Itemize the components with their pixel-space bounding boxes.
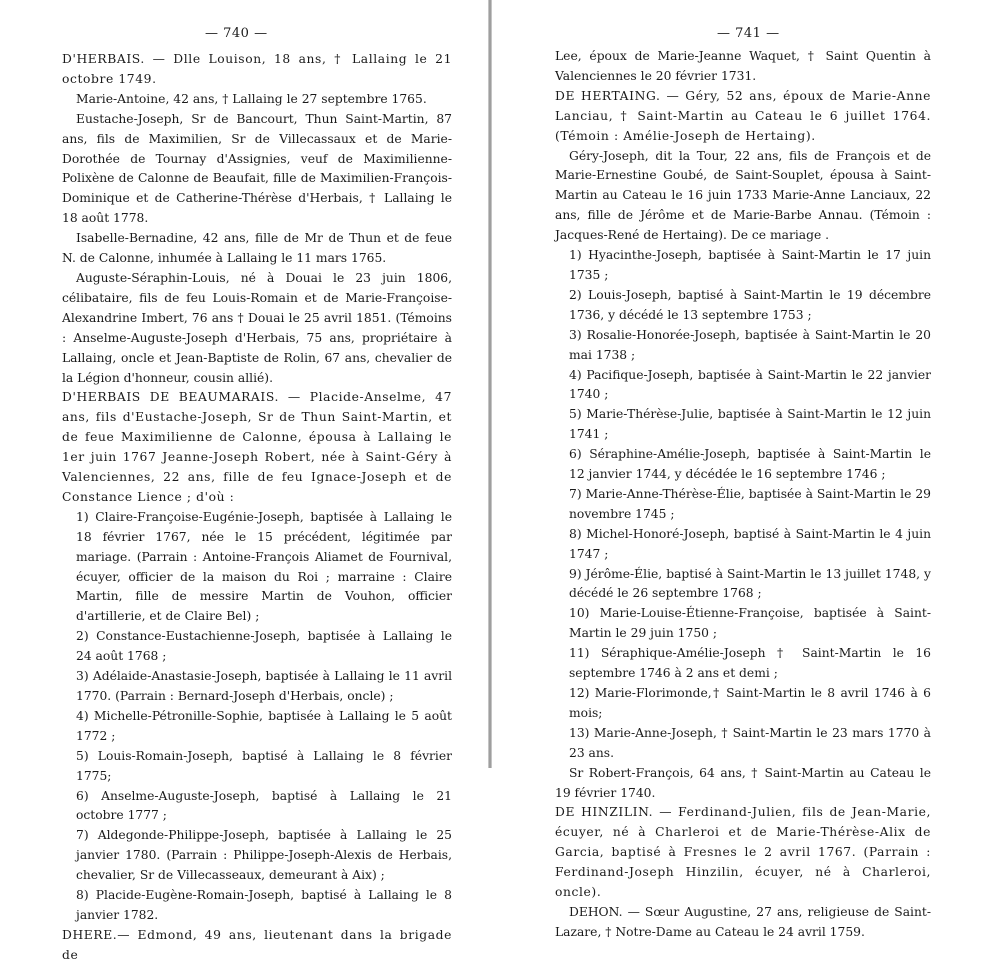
right-page-text (555, 47, 931, 943)
page-number-right: — 741 — (717, 26, 780, 41)
left-page (0, 0, 490, 962)
entry-paragraph: Lee, époux de Marie-Jeanne Waquet, † Saint Quentin à Valenciennes le 20 février 1731. (555, 49, 931, 83)
entry-paragraph: Marie-Antoine, 42 ans, † Lallaing le 27 septembre 1765. (76, 91, 427, 106)
entry-dhere-heading: DHERE.— Edmond, 49 ans, lieutenant dans la brigade de (62, 927, 452, 962)
child-item: 5) Louis-Romain-Joseph, baptisé à Lallaing le 8 février 1775; (76, 748, 452, 783)
child-item: 12) Marie-Florimonde,† Saint-Martin le 8 avril 1746 à 6 mois; (569, 686, 931, 720)
child-item: 13) Marie-Anne-Joseph, † Saint-Martin le 23 mars 1770 à 23 ans. (569, 725, 931, 760)
entry-dehon-heading: DEHON. — Sœur Augustine, 27 ans, religieuse de Saint-Lazare, † Notre-Dame au Cateau le 24 avril 1759. (555, 904, 931, 939)
entry-paragraph: Auguste-Séraphin-Louis, né à Douai le 23 juin 1806, célibataire, fils de feu Louis-Romain et de Marie-Françoise-Alexandrine Imbert, 76 ans † Douai le 25 avril 1851. (Témoins : Anselme-Auguste-Joseph d'Herbais, 75 ans, propriétaire à Lallaing, oncle et Jean-Baptiste de Rolin, 67 ans, chevalier de la Légion d'honneur, cousin allié). (62, 270, 452, 385)
child-item: 8) Placide-Eugène-Romain-Joseph, baptisé à Lallaing le 8 janvier 1782. (76, 888, 452, 922)
child-item: 4) Pacifique-Joseph, baptisée à Saint-Martin le 22 janvier 1740 ; (569, 367, 931, 402)
child-item: 1) Hyacinthe-Joseph, baptisée à Saint-Martin le 17 juin 1735 ; (569, 248, 931, 282)
left-page-text (62, 50, 452, 966)
child-item: 9) Jérôme-Élie, baptisé à Saint-Martin le 13 juillet 1748, y décédé le 26 septembre 1768 ; (569, 566, 931, 601)
entry-paragraph: Eustache-Joseph, Sr de Bancourt, Thun Saint-Martin, 87 ans, fils de Maximilien, Sr de Villecassaux et de Marie-Dorothée de Tournay d'Assignies, veuf de Maximilienne-Polixène de Calonne de Beaufait, fille de Maximilien-François-Dominique et de Catherine-Thérèse d'Herbais, † Lallaing le 18 août 1778. (62, 111, 452, 226)
child-item: 3) Adélaide-Anastasie-Joseph, baptisée à Lallaing le 11 avril 1770. (Parrain : Bernard-Joseph d'Herbais, oncle) ; (76, 669, 452, 703)
child-item: 11) Séraphique-Amélie-Joseph † Saint-Martin le 16 septembre 1746 à 2 ans et demi ; (569, 646, 931, 681)
child-item: 8) Michel-Honoré-Joseph, baptisé à Saint-Martin le 4 juin 1747 ; (569, 526, 931, 561)
right-page (492, 0, 981, 939)
entry-dherbais-heading: D'HERBAIS. — Dlle Louison, 18 ans, † Lallaing le 21 octobre 1749. (62, 52, 452, 86)
child-item: 6) Séraphine-Amélie-Joseph, baptisée à Saint-Martin le 12 janvier 1744, y décédée le 16 septembre 1746 ; (569, 447, 931, 482)
child-item: 2) Constance-Eustachienne-Joseph, baptisée à Lallaing le 24 août 1768 ; (76, 629, 452, 664)
child-item: 5) Marie-Thérèse-Julie, baptisée à Saint-Martin le 12 juin 1741 ; (569, 407, 931, 442)
child-item: 4) Michelle-Pétronille-Sophie, baptisée à Lallaing le 5 août 1772 ; (76, 708, 452, 743)
entry-paragraph: Sr Robert-François, 64 ans, † Saint-Martin au Cateau le 19 février 1740. (555, 765, 931, 800)
child-item: 3) Rosalie-Honorée-Joseph, baptisée à Saint-Martin le 20 mai 1738 ; (569, 327, 931, 362)
child-item: 7) Aldegonde-Philippe-Joseph, baptisée à Lallaing le 25 janvier 1780. (Parrain : Philippe-Joseph-Alexis de Herbais, chevalier, Sr de Villecasseaux, demeurant à Aix) ; (76, 828, 452, 883)
entry-paragraph: Géry-Joseph, dit la Tour, 22 ans, fils de François et de Marie-Ernestine Goubé, de Saint-Souplet, épousa à Saint-Martin au Cateau le 16 juin 1733 Marie-Anne Lanciaux, 22 ans, fille de Jérôme et de Marie-Barbe Annau. (Témoin : Jacques-René de Hertaing). De ce mariage . (555, 148, 931, 243)
child-item: 10) Marie-Louise-Étienne-Françoise, baptisée à Saint-Martin le 29 juin 1750 ; (569, 606, 931, 641)
entry-beaumarais-heading: D'HERBAIS DE BEAUMARAIS. — Placide-Anselme, 47 ans, fils d'Eustache-Joseph, Sr de Thun Saint-Martin, et de feue Maximilienne de Calonne, épousa à Lallaing le 1er juin 1767 Jeanne-Joseph Robert, née à Saint-Géry à Valenciennes, 22 ans, fille de feu Ignace-Joseph et de Constance Lience ; d'où : (62, 390, 452, 504)
entry-hinzilin-heading: DE HINZILIN. — Ferdinand-Julien, fils de Jean-Marie, écuyer, né à Charleroi et de Marie-Thérèse-Alix de Garcia, baptisé à Fresnes le 2 avril 1767. (Parrain : Ferdinand-Joseph Hinzilin, écuyer, né à Charleroi, oncle). (555, 805, 931, 900)
entry-hertaing-heading: DE HERTAING. — Géry, 52 ans, époux de Marie-Anne Lanciau, † Saint-Martin au Cateau le 6 juillet 1764. (Témoin : Amélie-Joseph de Hertaing). (555, 88, 931, 143)
child-item: 7) Marie-Anne-Thérèse-Élie, baptisée à Saint-Martin le 29 novembre 1745 ; (569, 486, 931, 521)
child-item: 2) Louis-Joseph, baptisé à Saint-Martin le 19 décembre 1736, y décédé le 13 septembre 1753 ; (569, 287, 931, 322)
page-number-left: — 740 — (205, 26, 268, 41)
child-item: 1) Claire-Françoise-Eugénie-Joseph, baptisée à Lallaing le 18 février 1767, née le 15 précédent, légitimée par mariage. (Parrain : Antoine-François Aliamet de Fournival, écuyer, officier de la maison du Roi ; marraine : Claire Martin, fille de messire Martin de Vouhon, officier d'artillerie, et de Claire Bel) ; (76, 509, 452, 624)
child-item: 6) Anselme-Auguste-Joseph, baptisé à Lallaing le 21 octobre 1777 ; (76, 788, 452, 823)
entry-paragraph: Isabelle-Bernadine, 42 ans, fille de Mr de Thun et de feue N. de Calonne, inhumée à Lallaing le 11 mars 1765. (62, 231, 452, 266)
